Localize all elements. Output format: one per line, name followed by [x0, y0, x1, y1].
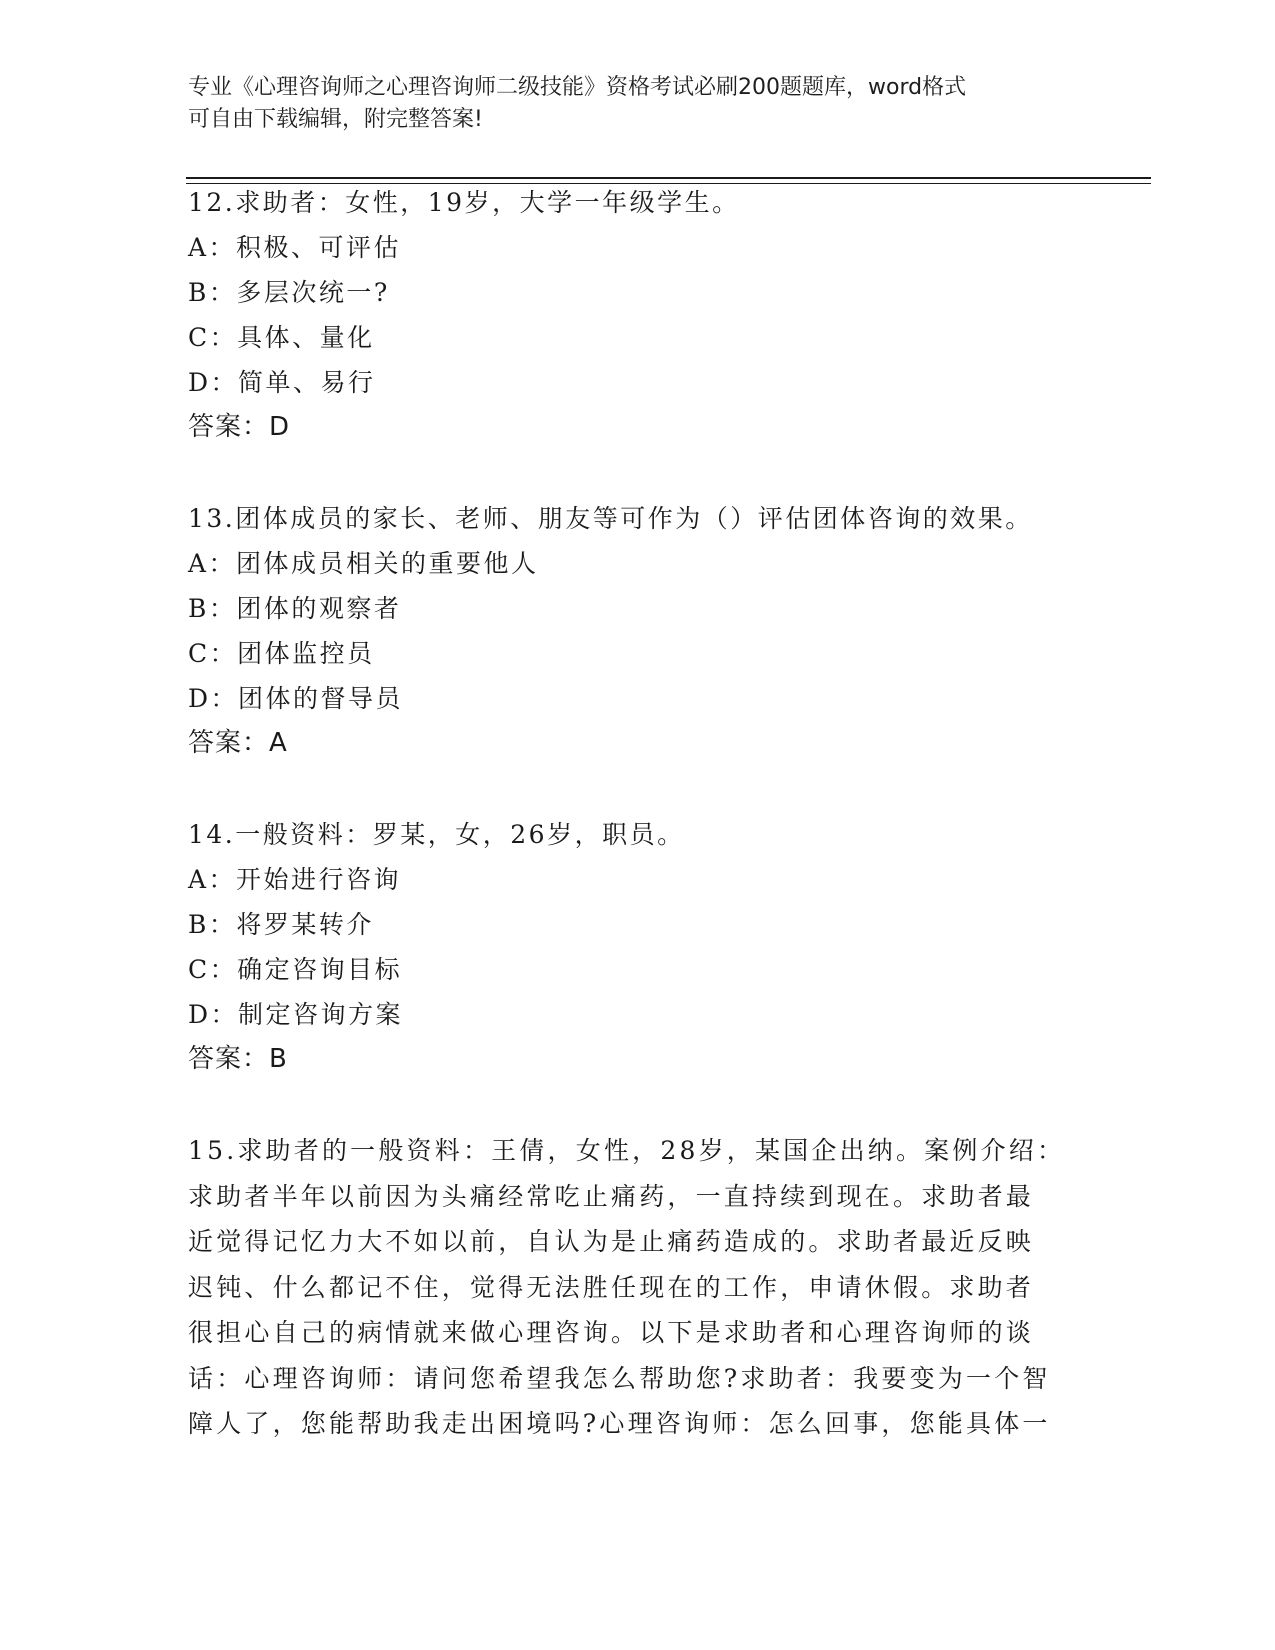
option-d: D：简单、易行: [188, 368, 376, 397]
answer: 答案：B: [188, 1044, 288, 1074]
option-a: A：积极、可评估: [188, 233, 402, 262]
option-a: A：开始进行咨询: [188, 865, 402, 894]
paragraph-line: 话：心理咨询师：请问您希望我怎么帮助您?求助者：我要变为一个智: [188, 1363, 1051, 1393]
answer: 答案：D: [188, 412, 291, 442]
header-line: 可自由下载编辑，附完整答案!: [188, 107, 483, 132]
document-header: [188, 72, 1068, 136]
answer: 答案：A: [188, 728, 288, 758]
paragraph-line: 近觉得记忆力大不如以前，自认为是止痛药造成的。求助者最近反映: [188, 1227, 1035, 1256]
question-14: [188, 812, 1068, 1082]
option-b: B：将罗某转介: [188, 910, 374, 939]
header-divider-thick: [186, 177, 1151, 179]
question-15: [188, 1128, 1068, 1447]
question-12: [188, 180, 1068, 450]
option-c: C：具体、量化: [188, 323, 375, 352]
question-stem: 14.一般资料：罗某，女，26岁，职员。: [188, 820, 685, 849]
question-13: [188, 496, 1068, 766]
paragraph-line: 障人了，您能帮助我走出困境吗?心理咨询师：怎么回事，您能具体一: [188, 1409, 1051, 1438]
question-stem: 13.团体成员的家长、老师、朋友等可作为（）评估团体咨询的效果。: [188, 504, 1033, 533]
option-b: B：多层次统一?: [188, 278, 390, 307]
option-d: D：团体的督导员: [188, 684, 404, 713]
option-c: C：团体监控员: [188, 639, 375, 668]
paragraph-line: 求助者半年以前因为头痛经常吃止痛药，一直持续到现在。求助者最: [188, 1181, 1035, 1211]
option-a: A：团体成员相关的重要他人: [188, 549, 539, 578]
paragraph-line: 15.求助者的一般资料：王倩，女性，28岁，某国企出纳。案例介绍：: [188, 1136, 1066, 1165]
question-stem: 12.求助者：女性，19岁，大学一年级学生。: [188, 188, 740, 217]
option-d: D：制定咨询方案: [188, 1000, 404, 1029]
option-b: B：团体的观察者: [188, 594, 402, 623]
option-c: C：确定咨询目标: [188, 955, 403, 984]
paragraph-line: 很担心自己的病情就来做心理咨询。以下是求助者和心理咨询师的谈: [188, 1318, 1035, 1347]
paragraph-line: 迟钝、什么都记不住，觉得无法胜任现在的工作，申请休假。求助者: [188, 1272, 1035, 1302]
header-line: 专业《心理咨询师之心理咨询师二级技能》资格考试必刷200题题库，word格式: [188, 75, 967, 100]
